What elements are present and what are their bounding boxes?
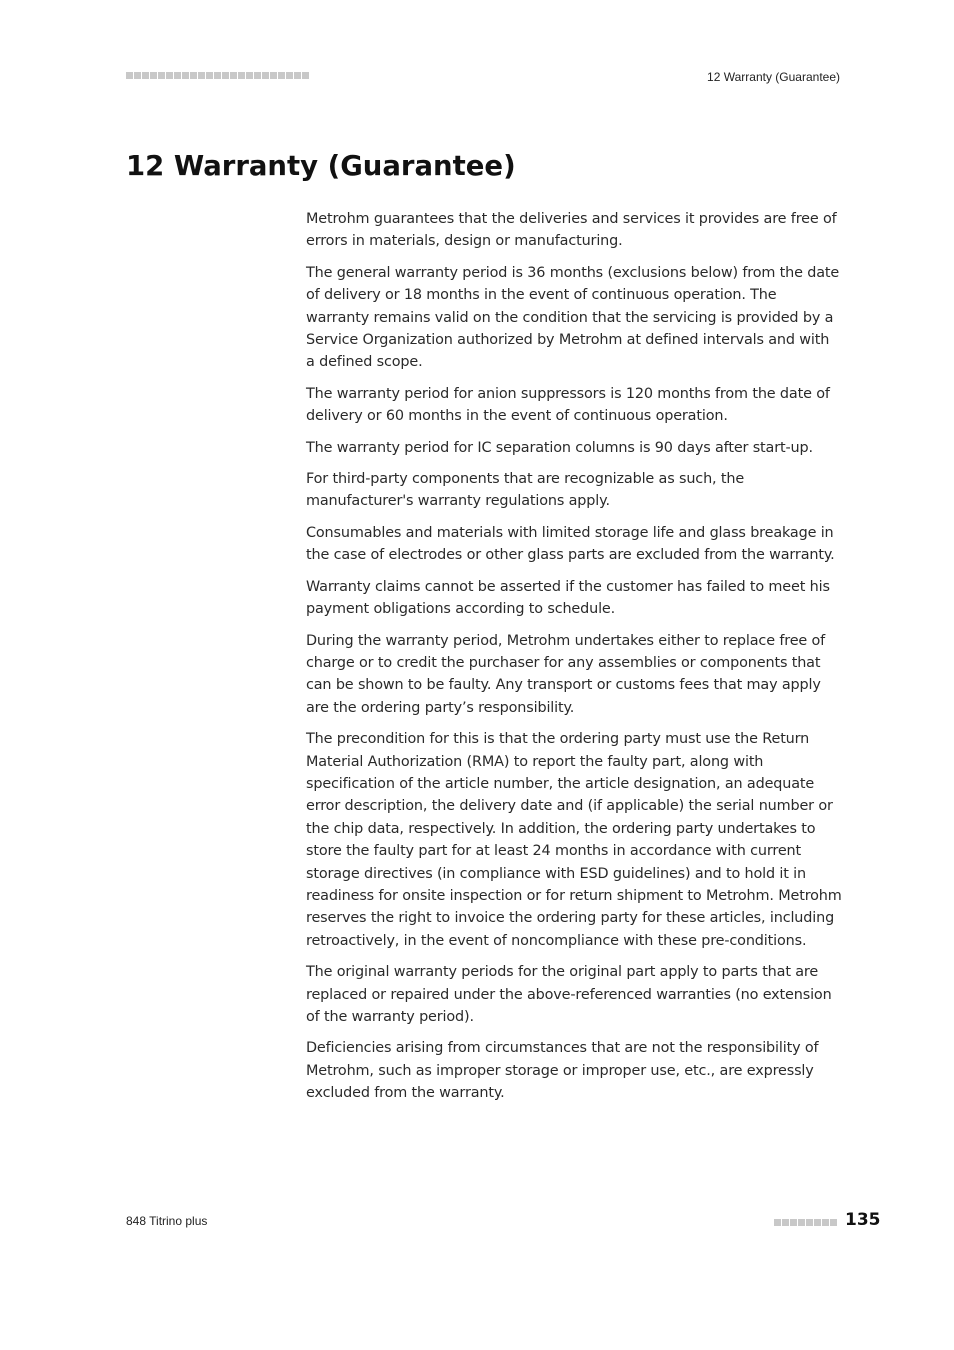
paragraph: The warranty period for anion suppressors is 120 months from the date of delivery or 60 months in the event of continuous operation. [306,385,830,425]
paragraph: The original warranty periods for the original part apply to parts that are replaced or repaired under the above-referenced warranties (no extension of the warranty period). [306,964,832,1025]
paragraph: Consumables and materials with limited storage life and glass breakage in the case of electrodes or other glass parts are excluded from the warranty. [306,524,835,564]
paragraph: The precondition for this is that the ordering party must use the Return Material Authorization (RMA) to report the faulty part, along with specification of the article number, the article designation, an adequate error description, the delivery date and (if applicable) the serial number or the chip data, respectively. In addition, the ordering party undertakes to store the faulty part for at least 24 months in accordance with current storage directives (in compliance with ESD guidelines) and to hold it in readiness for onsite inspection or for return shipment to Metrohm. Metrohm reserves the right to invoice the ordering party for these articles, including retroactively, in the event of noncompliance with these pre-conditions. [306,731,842,949]
paragraph: The general warranty period is 36 months (exclusions below) from the date of delivery or 18 months in the event of continuous operation. The warranty remains valid on the condition that the servicing is provided by a Service Organization authorized by Metrohm at defined intervals and with a defined scope. [306,264,840,371]
header-decoration [126,72,309,79]
paragraph: Metrohm guarantees that the deliveries and services it provides are free of errors in materials, design or manufacturing. [306,211,837,250]
running-head: 12 Warranty (Guarantee) [707,70,840,84]
footer-product-name: 848 Titrino plus [126,1214,208,1228]
paragraph: Warranty claims cannot be asserted if the customer has failed to meet his payment obligations according to schedule. [306,578,830,618]
paragraph: Deficiencies arising from circumstances that are not the responsibility of Metrohm, such as improper storage or improper use, etc., are expressly excluded from the warranty. [306,1040,819,1102]
chapter-title: 12 Warranty (Guarantee) [126,150,516,182]
body-text [306,208,842,1114]
paragraph: During the warranty period, Metrohm undertakes either to replace free of charge or to credit the purchaser for any assemblies or components that can be shown to be faulty. Any transport or customs fees that may apply are the ordering party’s responsibility. [306,632,826,716]
footer-decoration [774,1219,837,1226]
paragraph: The warranty period for IC separation columns is 90 days after start-up. [306,439,813,456]
paragraph: For third-party components that are recognizable as such, the manufacturer's warranty regulations apply. [306,471,745,510]
page-number: 135 [845,1210,881,1230]
